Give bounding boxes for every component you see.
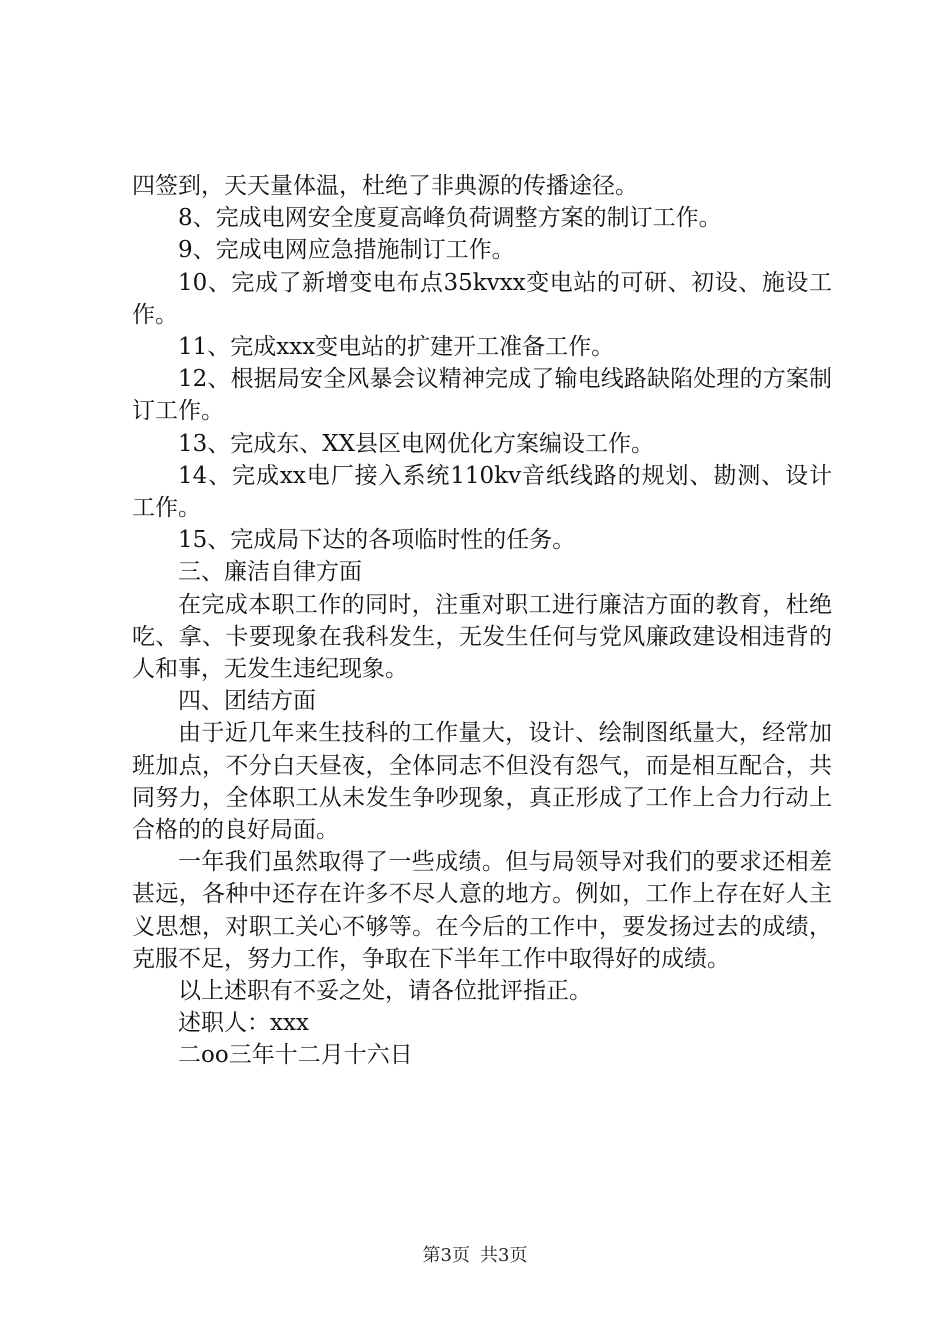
section-heading-integrity: 三、廉洁自律方面 (178, 559, 362, 586)
signature-line: 述职人：xxx (178, 1010, 309, 1037)
paragraph-item-10: 10、完成了新增变电布点35kvxx变电站的可研、初设、施设工作。 (132, 269, 832, 328)
section-heading-unity: 四、团结方面 (178, 688, 316, 715)
paragraph-item-11: 11、完成xxx变电站的扩建开工准备工作。 (178, 334, 615, 361)
paragraph-continuation: 四签到，天天量体温，杜绝了非典源的传播途径。 (132, 173, 638, 199)
paragraph-item-8: 8、完成电网安全度夏高峰负荷调整方案的制订工作。 (178, 205, 722, 232)
paragraph-closing: 以上述职有不妥之处，请各位批评指正。 (178, 978, 592, 1005)
paragraph-item-15: 15、完成局下达的各项临时性的任务。 (178, 527, 576, 554)
paragraph-summary: 一年我们虽然取得了一些成绩。但与局领导对我们的要求还相差甚远，各种中还存在许多不尽人意的地方。例如，工作上存在好人主义思想，对职工关心不够等。在今后的工作中，要发扬过去的成绩，克服不足，努力工作，争取在下半年工作中取得好的成绩。 (132, 849, 832, 972)
page-total: 共3页 (480, 1245, 528, 1266)
paragraph-item-12: 12、根据局安全风暴会议精神完成了输电线路缺陷处理的方案制订工作。 (132, 366, 832, 425)
paragraph-unity: 由于近几年来生技科的工作量大，设计、绘制图纸量大，经常加班加点，不分白天昼夜，全体同志不但没有怨气，而是相互配合，共同努力，全体职工从未发生争吵现象，真正形成了工作上合力行动上合格的的良好局面。 (132, 720, 832, 844)
page-footer (0, 1245, 950, 1267)
date-line: 二oo三年十二月十六日 (178, 1042, 413, 1069)
page-number: 第3页 (422, 1245, 470, 1266)
paragraph-item-14: 14、完成xx电厂接入系统110kv音纸线路的规划、勘测、设计工作。 (132, 462, 832, 522)
paragraph-item-13: 13、完成东、XX县区电网优化方案编设工作。 (178, 430, 655, 457)
paragraph-item-9: 9、完成电网应急措施制订工作。 (178, 237, 515, 264)
document-body (132, 170, 832, 1072)
paragraph-integrity: 在完成本职工作的同时，注重对职工进行廉洁方面的教育，杜绝吃、拿、卡要现象在我科发生，无发生任何与党风廉政建设相违背的人和事，无发生违纪现象。 (132, 591, 832, 683)
